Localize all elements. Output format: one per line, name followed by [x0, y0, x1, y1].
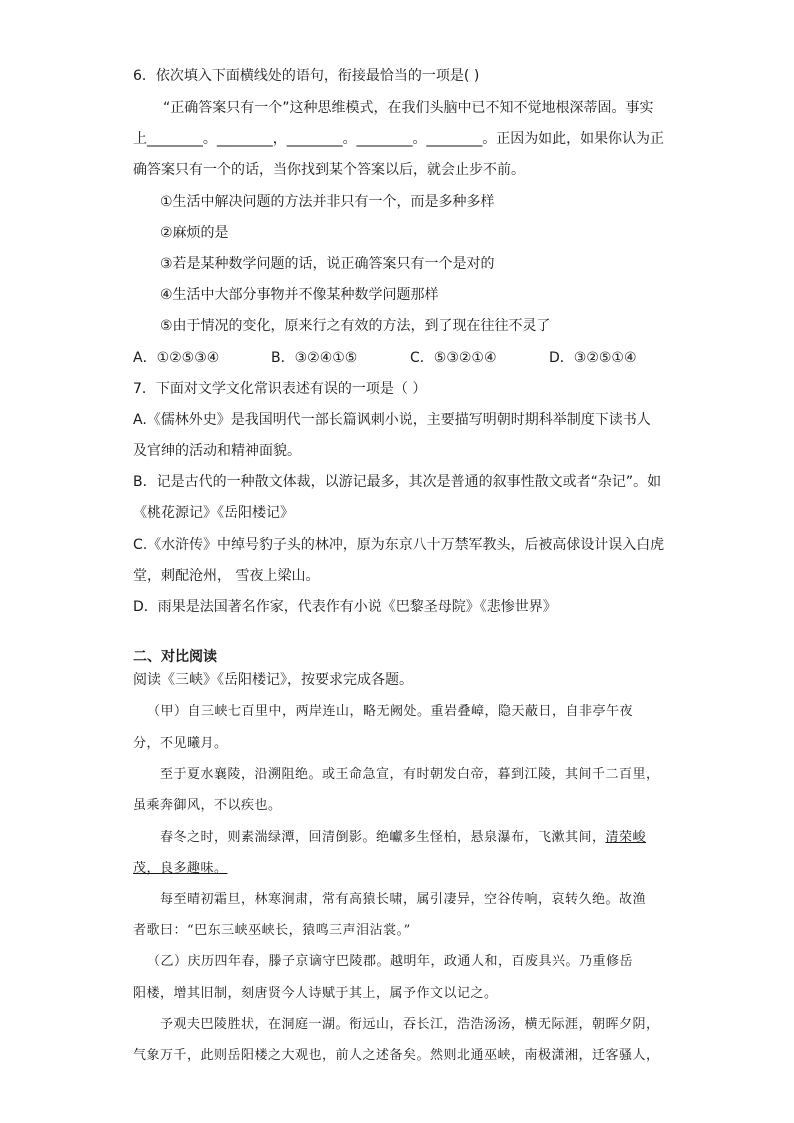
question-7-option-a-cont: 及官绅的活动和精神面貌。 — [133, 443, 301, 459]
question-6-item: ②麻烦的是 — [160, 225, 229, 241]
question-6-item: ④生活中大部分事物并不像某种数学问题那样 — [160, 287, 439, 303]
question-7-stem: 7．下面对文学文化常识表述有误的一项是（ ） — [133, 381, 427, 397]
classical-text-line: 气象万千，此则岳阳楼之大观也，前人之述备矣。然则北通巫峡，南极潇湘，迁客骚人， — [133, 1048, 660, 1063]
classical-text-line: 每至晴初霜旦，林寒涧肃，常有高猿长啸，属引凄异，空谷传响，哀转久绝。故渔 — [160, 892, 647, 907]
classical-text-line: 阳楼，增其旧制，刻唐贤今人诗赋于其上，属予作文以记之。 — [133, 986, 498, 1001]
question-6-item: ①生活中解决问题的方法并非只有一个，而是多种多样 — [160, 194, 495, 210]
underlined-phrase-cont: 茂，良多趣味。 — [133, 861, 228, 876]
section-heading: 二、对比阅读 — [133, 649, 217, 665]
classical-text-line: 至于夏水襄陵，沿溯阻绝。或王命急宣，有时朝发白帝，暮到江陵，其间千二百里， — [160, 767, 660, 782]
question-7-option-c: C.《水浒传》中绰号豹子头的林冲，原为东京八十万禁军教头，后被高俅设计误入白虎 — [133, 537, 665, 553]
question-6-option-c: C．⑤③②①④ — [410, 350, 497, 366]
question-6-item: ⑤由于情况的变化，原来行之有效的方法，到了现在往往不灵了 — [160, 318, 551, 334]
classical-text-line: 虽乘奔御风，不以疾也。 — [133, 798, 282, 813]
classical-text-line: （甲）自三峡七百里中，两岸连山，略无阙处。重岩叠嶂，隐天蔽日，自非亭午夜 — [147, 704, 634, 719]
question-7-option-b-cont: 《桃花源记》《岳阳楼记》 — [133, 505, 294, 521]
question-6-stem: 6．依次填入下面横线处的语句，衔接最恰当的一项是( ) — [133, 68, 480, 84]
classical-text-line: 分，不见曦月。 — [133, 736, 228, 751]
question-6-item: ③若是某种数学问题的话，说正确答案只有一个是对的 — [160, 256, 495, 272]
classical-text-segment: 春冬之时，则素湍绿潭，回清倒影。绝巘多生怪柏，悬泉瀑布，飞漱其间， — [160, 830, 606, 845]
question-7-option-a: A.《儒林外史》是我国明代一部长篇讽刺小说，主要描写明朝时期科举制度下读书人 — [133, 412, 651, 428]
classical-text-line: 者歌曰：“巴东三峡巫峡长，猿鸣三声泪沾裳。” — [133, 923, 411, 938]
question-6-option-a: A．①②⑤③④ — [133, 350, 220, 366]
section-instruction: 阅读《三峡》《岳阳楼记》，按要求完成各题。 — [133, 672, 413, 688]
classical-text-line: （乙）庆历四年春，滕子京谪守巴陵郡。越明年，政通人和，百废具兴。乃重修岳 — [147, 954, 634, 969]
question-7-option-b: B．记是古代的一种散文体裁，以游记最多，其次是普通的叙事性散文或者“杂记”。如 — [133, 474, 662, 490]
question-7-option-d: D．雨果是法国著名作家，代表作有小说《巴黎圣母院》《悲惨世界》 — [133, 599, 557, 615]
underlined-phrase: 清荣峻 — [605, 830, 647, 845]
question-7-option-c-cont: 堂，刺配沧州， 雪夜上梁山。 — [133, 568, 320, 584]
question-6-passage-line: 确答案只有一个的话，当你找到某个答案以后，就会止步不前。 — [133, 162, 525, 178]
question-6-option-b: B．③②④①⑤ — [271, 350, 358, 366]
classical-text-line — [160, 829, 646, 847]
question-6-passage-line: “正确答案只有一个”这种思维模式，在我们头脑中已不知不觉地根深蒂固。事实 — [163, 100, 654, 116]
question-6-passage-line: 上________。________，________。________。________。正因为如此，如果你认为正 — [133, 131, 664, 147]
classical-text-line: 予观夫巴陵胜状，在洞庭一湖。衔远山，吞长江，浩浩汤汤，横无际涯，朝晖夕阴， — [160, 1017, 660, 1032]
question-6-option-d: D．③②⑤①④ — [549, 350, 637, 366]
